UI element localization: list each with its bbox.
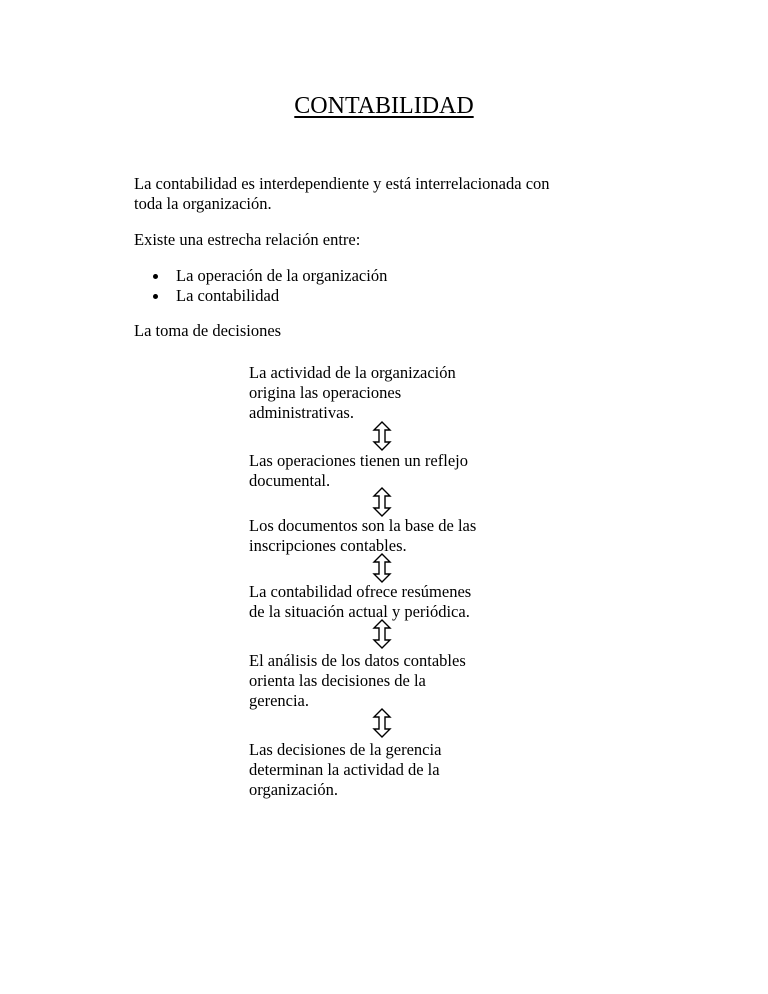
flow-step-1 [249, 363, 456, 423]
flow-step-line: orienta las decisiones de la [249, 671, 426, 690]
flow-step-line: La contabilidad ofrece resúmenes [249, 582, 472, 601]
flow-step-line: organización. [249, 780, 339, 799]
list-item [134, 286, 387, 306]
flow-step-line: Las decisiones de la gerencia [249, 740, 442, 759]
flow-step-4 [249, 582, 471, 622]
flow-step-line: Los documentos son la base de las [249, 516, 477, 535]
bullet-icon [153, 274, 158, 279]
flow-step-line: de la situación actual y periódica. [249, 602, 470, 621]
up-down-arrow-icon [372, 421, 392, 451]
list-item [134, 266, 387, 286]
flow-step-line: documental. [249, 471, 331, 490]
page-title: CONTABILIDAD [294, 93, 474, 119]
intro-line: toda la organización. [134, 194, 272, 213]
intro-line: La contabilidad es interdependiente y está interrelacionada con [134, 174, 550, 193]
flow-step-line: La actividad de la organización [249, 363, 456, 382]
decisions-heading: La toma de decisiones [134, 321, 282, 340]
up-down-arrow-icon [372, 487, 392, 517]
flow-step-5 [249, 651, 466, 711]
flow-step-line: gerencia. [249, 691, 309, 710]
up-down-arrow-icon [372, 553, 392, 583]
up-down-arrow-icon [372, 708, 392, 738]
list-item-text: La contabilidad [176, 286, 280, 305]
flow-step-line: administrativas. [249, 403, 354, 422]
flow-step-line: origina las operaciones [249, 383, 402, 402]
bullet-list [134, 266, 387, 306]
intro-paragraph [134, 174, 550, 214]
bullet-icon [153, 294, 158, 299]
flow-step-3 [249, 516, 476, 556]
flow-step-6 [249, 740, 441, 800]
up-down-arrow-icon [372, 619, 392, 649]
flow-step-line: inscripciones contables. [249, 536, 407, 555]
flow-step-2 [249, 451, 468, 491]
list-item-text: La operación de la organización [176, 266, 388, 285]
flow-step-line: El análisis de los datos contables [249, 651, 466, 670]
flow-step-line: determinan la actividad de la [249, 760, 440, 779]
relation-intro: Existe una estrecha relación entre: [134, 230, 361, 249]
flow-step-line: Las operaciones tienen un reflejo [249, 451, 468, 470]
